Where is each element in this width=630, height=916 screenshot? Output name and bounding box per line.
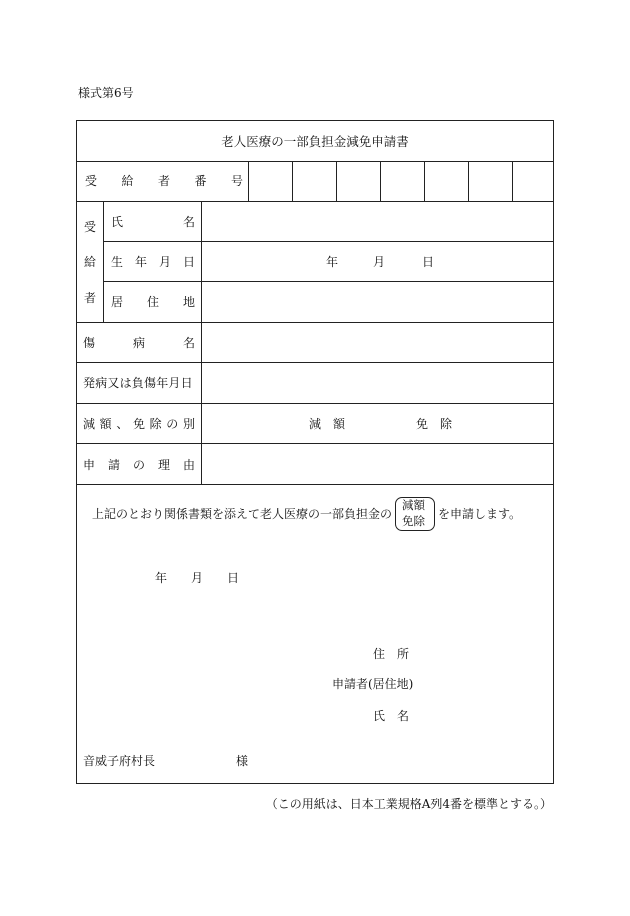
recipient-number-cell[interactable] xyxy=(513,162,553,200)
recipient-group-char: 受 xyxy=(84,220,97,234)
recipient-group-char: 給 xyxy=(84,255,97,269)
recipient-number-cell[interactable] xyxy=(469,162,511,200)
name-label: 氏 名 xyxy=(111,215,195,229)
address-label: 住 所 xyxy=(373,647,410,661)
birth-year-unit: 年 xyxy=(326,255,339,269)
recipient-group-char: 者 xyxy=(84,291,97,305)
form-title: 老人医療の一部負担金減免申請書 xyxy=(221,134,409,149)
illness-field[interactable] xyxy=(203,323,553,361)
declaration-choice-exemption[interactable]: 免除 xyxy=(402,514,425,528)
reduction-type-label: 減 額 、 免 除 の 別 xyxy=(83,417,195,431)
application-month-unit: 月 xyxy=(191,571,204,585)
honorific: 様 xyxy=(236,754,249,768)
applicant-label: 申請者(居住地) xyxy=(332,677,414,691)
application-day-unit: 日 xyxy=(227,571,240,585)
illness-label: 傷 病 名 xyxy=(83,336,195,350)
reason-field[interactable] xyxy=(203,444,553,483)
recipient-number-cell[interactable] xyxy=(381,162,423,200)
residence-label: 居 住 地 xyxy=(111,295,195,309)
exemption-option[interactable]: 免 除 xyxy=(416,417,453,431)
birth-month-unit: 月 xyxy=(373,255,386,269)
declaration-text: 上記のとおり関係書類を添えて老人医療の一部負担金の xyxy=(92,507,393,521)
birth-day-unit: 日 xyxy=(422,255,435,269)
onset-label: 発病又は負傷年月日 xyxy=(83,376,193,390)
form-number: 様式第6号 xyxy=(78,86,134,100)
birthdate-label: 生 年 月 日 xyxy=(111,255,195,269)
recipient-number-label: 受 給 者 番 号 xyxy=(85,174,243,188)
onset-date-field[interactable] xyxy=(203,363,553,401)
mayor-label: 音威子府村長 xyxy=(83,754,156,768)
footnote: （この用紙は、日本工業規格A列4番を標準とする。） xyxy=(265,797,552,811)
recipient-number-cell[interactable] xyxy=(293,162,335,200)
recipient-number-cell[interactable] xyxy=(249,162,291,200)
reason-label: 申 請 の 理 由 xyxy=(83,458,195,472)
application-form xyxy=(76,120,554,784)
declaration-text-end: を申請します。 xyxy=(438,507,522,521)
name-field[interactable] xyxy=(203,202,553,240)
declaration-choice-reduction[interactable]: 減額 xyxy=(402,498,425,512)
reduction-option[interactable]: 減 額 xyxy=(309,417,346,431)
application-year-unit: 年 xyxy=(155,571,168,585)
residence-field[interactable] xyxy=(203,282,553,321)
recipient-number-cell[interactable] xyxy=(337,162,379,200)
recipient-number-cell[interactable] xyxy=(425,162,467,200)
applicant-name-label: 氏 名 xyxy=(373,709,410,723)
